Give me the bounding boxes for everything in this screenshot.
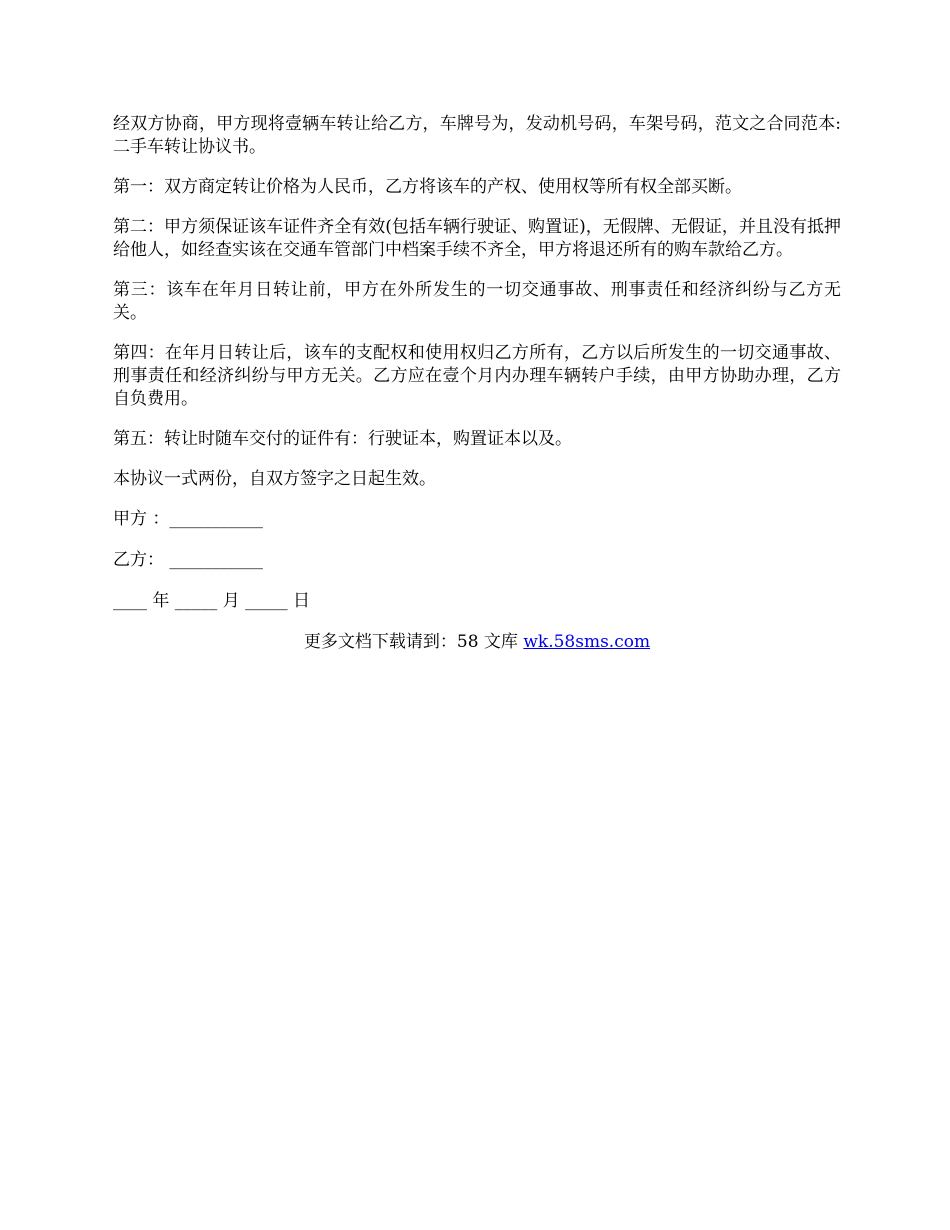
paragraph-clause-2: 第二：甲方须保证该车证件齐全有效(包括车辆行驶证、购置证)，无假牌、无假证，并且没有抵押给他人，如经查实该在交通车管部门中档案手续不齐全，甲方将退还所有的购车款给乙方。 <box>113 217 841 260</box>
signature-party-b: 乙方： ___________ <box>113 550 263 570</box>
paragraph-clause-3: 第三：该车在年月日转让前，甲方在外所发生的一切交通事故、刑事责任和经济纠纷与乙方无关。 <box>113 280 841 323</box>
footer-prefix: 更多文档下载请到：58 文库 <box>303 632 524 652</box>
footer-link[interactable]: wk.58sms.com <box>523 632 651 652</box>
paragraph-clause-4: 第四：在年月日转让后，该车的支配权和使用权归乙方所有，乙方以后所发生的一切交通事故、刑事责任和经济纠纷与甲方无关。乙方应在壹个月内办理车辆转户手续，由甲方协助办理，乙方自负费用。 <box>113 343 841 409</box>
paragraph-clause-5: 第五：转让时随车交付的证件有：行驶证本，购置证本以及。 <box>113 429 572 449</box>
signature-party-a: 甲方 ：___________ <box>113 509 263 529</box>
paragraph-effect: 本协议一式两份，自双方签字之日起生效。 <box>113 469 436 489</box>
paragraph-intro: 经双方协商，甲方现将壹辆车转让给乙方，车牌号为，发动机号码，车架号码，范文之合同范本:二手车转让协议书。 <box>113 114 841 157</box>
date-line: ____ 年 _____ 月 _____ 日 <box>113 591 311 611</box>
paragraph-clause-1: 第一：双方商定转让价格为人民币，乙方将该车的产权、使用权等所有权全部买断。 <box>113 177 742 197</box>
document-page <box>113 113 841 654</box>
footer <box>113 631 841 654</box>
